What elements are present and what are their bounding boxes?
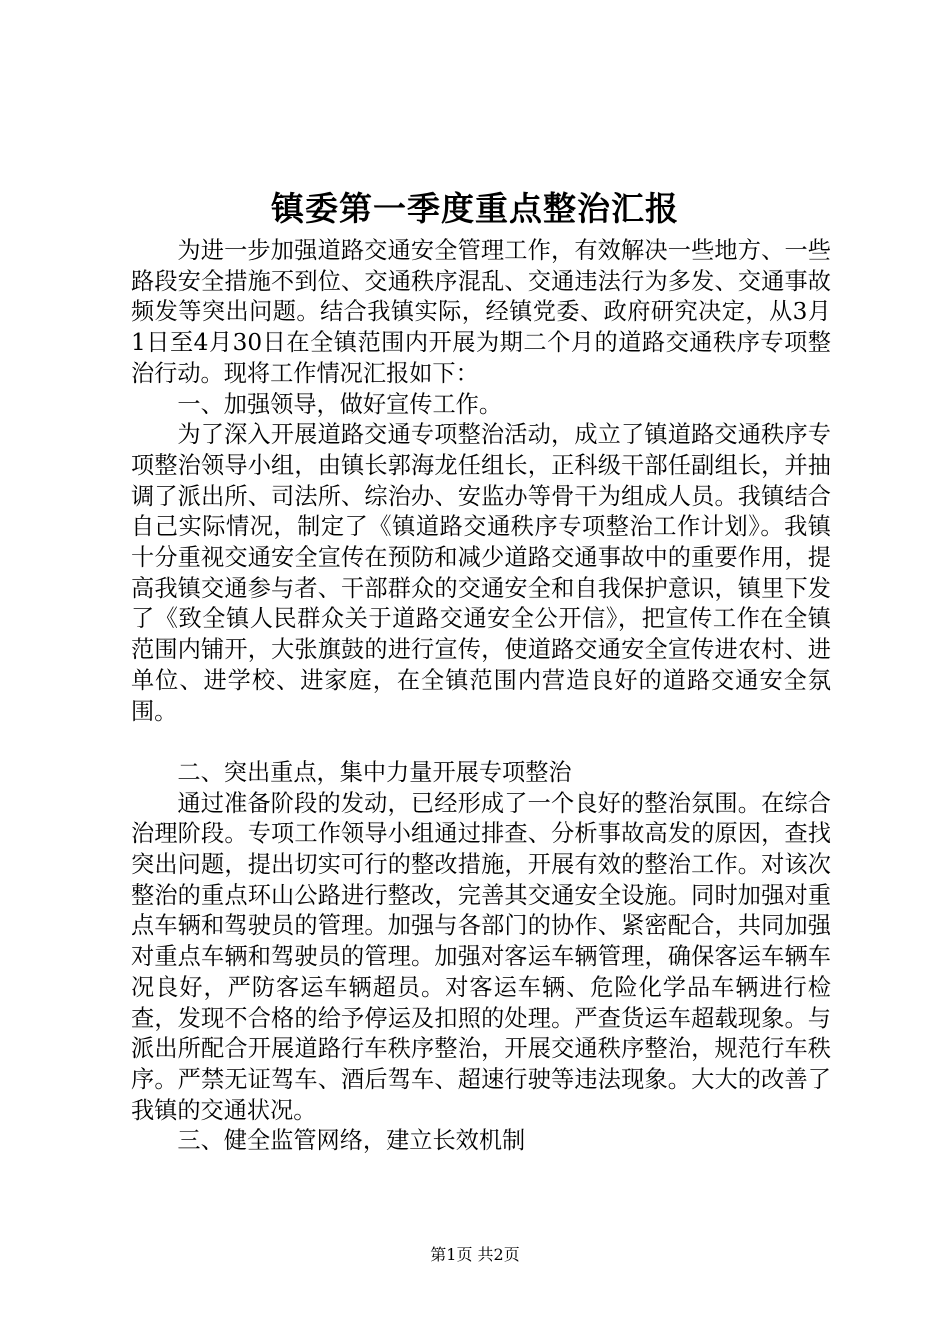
page-footer: 第1页 共2页	[430, 1245, 520, 1264]
section-heading-3: 三、健全监管网络，建立长效机制	[177, 1127, 526, 1155]
section-heading-2: 二、突出重点，集中力量开展专项整治	[177, 758, 572, 786]
intro-paragraph: 为进一步加强道路交通安全管理工作，有效解决一些地方、一些路段安全措施不到位、交通秩序混乱、交通违法行为多发、交通事故频发等突出问题。结合我镇实际，经镇党委、政府研究决定，从3月1日至4月30日在全镇范围内开展为期二个月的道路交通秩序专项整治行动。现将工作情况汇报如下：	[131, 237, 831, 387]
section-1-paragraph: 为了深入开展道路交通专项整治活动，成立了镇道路交通秩序专项整治领导小组，由镇长郭海龙任组长，正科级干部任副组长，并抽调了派出所、司法所、综治办、安监办等骨干为组成人员。我镇结合自己实际情况，制定了《镇道路交通秩序专项整治工作计划》。我镇十分重视交通安全宣传在预防和减少道路交通事故中的重要作用，提高我镇交通参与者、干部群众的交通安全和自我保护意识，镇里下发了《致全镇人民群众关于道路交通安全公开信》，把宣传工作在全镇范围内铺开，大张旗鼓的进行宣传，使道路交通安全宣传进农村、进单位、进学校、进家庭，在全镇范围内营造良好的道路交通安全氛围。	[131, 421, 831, 725]
document-body	[131, 236, 831, 1157]
document-title: 镇委第一季度重点整治汇报	[271, 189, 679, 228]
section-heading-1: 一、加强领导，做好宣传工作。	[177, 390, 503, 418]
section-2-paragraph: 通过准备阶段的发动，已经形成了一个良好的整治氛围。在综合治理阶段。专项工作领导小组通过排查、分析事故高发的原因，查找突出问题，提出切实可行的整改措施，开展有效的整治工作。对该次整治的重点环山公路进行整改，完善其交通安全设施。同时加强对重点车辆和驾驶员的管理。加强与各部门的协作、紧密配合，共同加强对重点车辆和驾驶员的管理。加强对客运车辆管理，确保客运车辆车况良好，严防客运车辆超员。对客运车辆、危险化学品车辆进行检查，发现不合格的给予停运及扣照的处理。严查货运车超载现象。与派出所配合开展道路行车秩序整治，开展交通秩序整治，规范行车秩序。严禁无证驾车、酒后驾车、超速行驶等违法现象。大大的改善了我镇的交通状况。	[131, 789, 831, 1124]
